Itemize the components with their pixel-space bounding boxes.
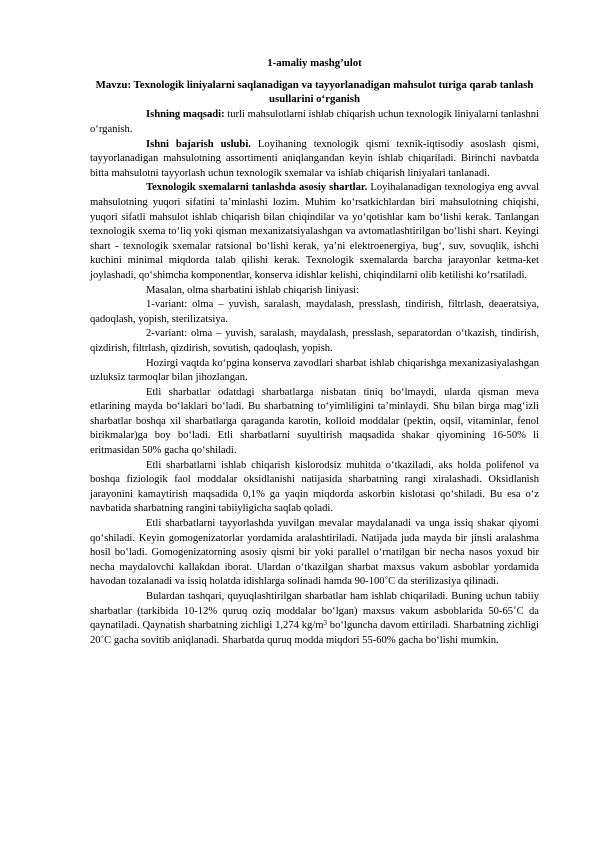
conditions-text: Loyihalanadigan texnologiya eng avval mahsulotning yuqori sifatini ta’minlashi lozim. Muhim ko‘rsatkichlardan biri mahsulotning chiqishi, yuqori sifatli mahsulot ishlab chiqarish bilan chiqindilar va yo‘qotishlar kam bo‘lishi kerak. Tanlangan texnologik sxema to‘liq yoki qisman mexanizatsiyalashgan va avtomatlashtirilgan bo‘lishi shart. Keyingi shart - texnologik sxemalar ratsional bo‘lishi kerak, ya’ni elektroenergiya, bug‘, suv, sovuqlik, ishchi kuchini minimal miqdorda talab qilishi kerak. Texnologik sxemalarda barcha jarayonlar ketma-ket joylashadi, qo‘shimcha komponentlar, konserva idishlar kelishi, chiqindilarni olib ketilishi ko‘rsatiladi. xyxy=(90,182,539,281)
document-subtitle: Mavzu: Texnologik liniyalarni saqlanadigan va tayyorlanadigan mahsulot turiga qarab tanlash usullarini o‘rganish xyxy=(95,78,534,105)
conditions-label: Texnologik sxemalarni tanlashda asosiy shartlar. xyxy=(146,182,368,194)
pulpy-juices-paragraph: Etli sharbatlar odatdagi sharbatlarga nisbatan tiniq bo‘lmaydi, ularda qisman meva etlarining mayda bo‘laklari bo‘ladi. Bu sharbatning to‘yimliligini ta’minlaydi. Shu bilan birga mag‘izli sharbatlar boshqa xil sharbatlarga qaraganda karotin, kolloid moddalar (pektin, oqsil, vitaminlar, fenol birikmalar)ga boy bo‘ladi. Etli sharbatlarni suyultirish maqsadida shakar qiyomining 16-50% li eritmasidan 50% gacha qo‘shiladi. xyxy=(90,386,539,457)
variant-1-paragraph: 1-variant: olma – yuvish, saralash, maydalash, presslash, tindirish, filtrlash, deaeratsiya, qadoqlash, yopish, sterilizatsiya. xyxy=(90,299,539,325)
oxygen-free-paragraph: Etli sharbatlarni ishlab chiqarish kislorodsiz muhitda o‘tkaziladi, aks holda polifenol va boshqa fiziologik faol moddalar oksidlanishi natijasida sharbatning rangi xiralashadi. Oksidlanish jarayonini kamaytirish maqsadida 0,1% ga yaqin miqdorda askorbin kislotasi qo‘shiladi. Bu esa o‘z navbatida sharbatning rangini tabiiyligicha saqlab qoladi. xyxy=(90,459,539,515)
factories-paragraph: Hozirgi vaqtda ko‘pgina konserva zavodlari sharbat ishlab chiqarishga mexanizasiyalashgan uzluksiz tarmoqlar bilan jihozlangan. xyxy=(90,357,539,384)
conditions-paragraph xyxy=(90,181,539,283)
cubic-superscript: 3 xyxy=(323,619,327,628)
example-intro-paragraph: Masalan, olma sharbatini ishlab chiqarish liniyasi: xyxy=(146,284,360,296)
method-paragraph xyxy=(90,138,539,182)
homogenizer-paragraph: Etli sharbatlarni tayyorlashda yuvilgan mevalar maydalanadi va unga issiq shakar qiyomi qo‘shiladi. Keyin gomogenizatorlar yordamida aralashtiriladi. Natijada juda mayda bir jinsli aralashma hosil bo‘ladi. Gomogenizatorning asosiy qismi bir yoki parallel o‘rnatilgan bir necha nasos yoxud bir necha maydalovchi kallakdan iborat. Ulardan o‘tkazilgan sharbat maxsus vakum asboblar yordamida havodan tozalanadi va issiq holatda idishlarga solinadi hamda 90-100˚C da sterilizasiya qilinadi. xyxy=(90,518,539,588)
concentrated-text-1: Bulardan tashqari, quyuqlashtirilgan sharbatlar ham ishlab chiqariladi. Buning uchun tabiiy sharbatlar (tarkibida 10-12% quruq oziq moddalar bo‘lgan) maxsus vakum asboblarida 50-65˚C da qaynatiladi. Qaynatish sharbatning zichligi 1,274 kg/m xyxy=(90,591,539,632)
variant-2-paragraph: 2-variant: olma – yuvish, saralash, maydalash, presslash, separatordan o‘tkazish, tindirish, qizdirish, filtrlash, qizdirish, sovutish, qadoqlash, yopish. xyxy=(90,328,539,354)
goal-paragraph xyxy=(90,108,539,137)
concentrated-juices-paragraph xyxy=(90,590,539,648)
method-text: Loyihaning texnologik qismi texnik-iqtisodiy asoslash qismi, tayyorlanadigan mahsulotning assortimenti aniqlangandan keyin ishlab chiqariladi. Birinchi navbatda bitta mahsulotni tayyorlash uchun texnologik sxemalar va ishlab chiqarish liniyalari tanlanadi. xyxy=(90,138,540,179)
document-title: 1-amaliy mashg’ulot xyxy=(267,57,362,69)
concentrated-text-2: bo‘lguncha davom ettiriladi. Sharbatning zichligi 20˚C gacha sovitib aniqlanadi. Sharbatda quruq modda miqdori 55-60% gacha bo‘lishi mumkin. xyxy=(90,620,539,646)
method-label: Ishni bajarish uslubi. xyxy=(146,138,251,150)
goal-text: turli mahsulotlarni ishlab chiqarish uchun texnologik liniyalarni tanlashni o‘rganish. xyxy=(90,109,539,135)
goal-label: Ishning maqsadi: xyxy=(146,109,225,121)
